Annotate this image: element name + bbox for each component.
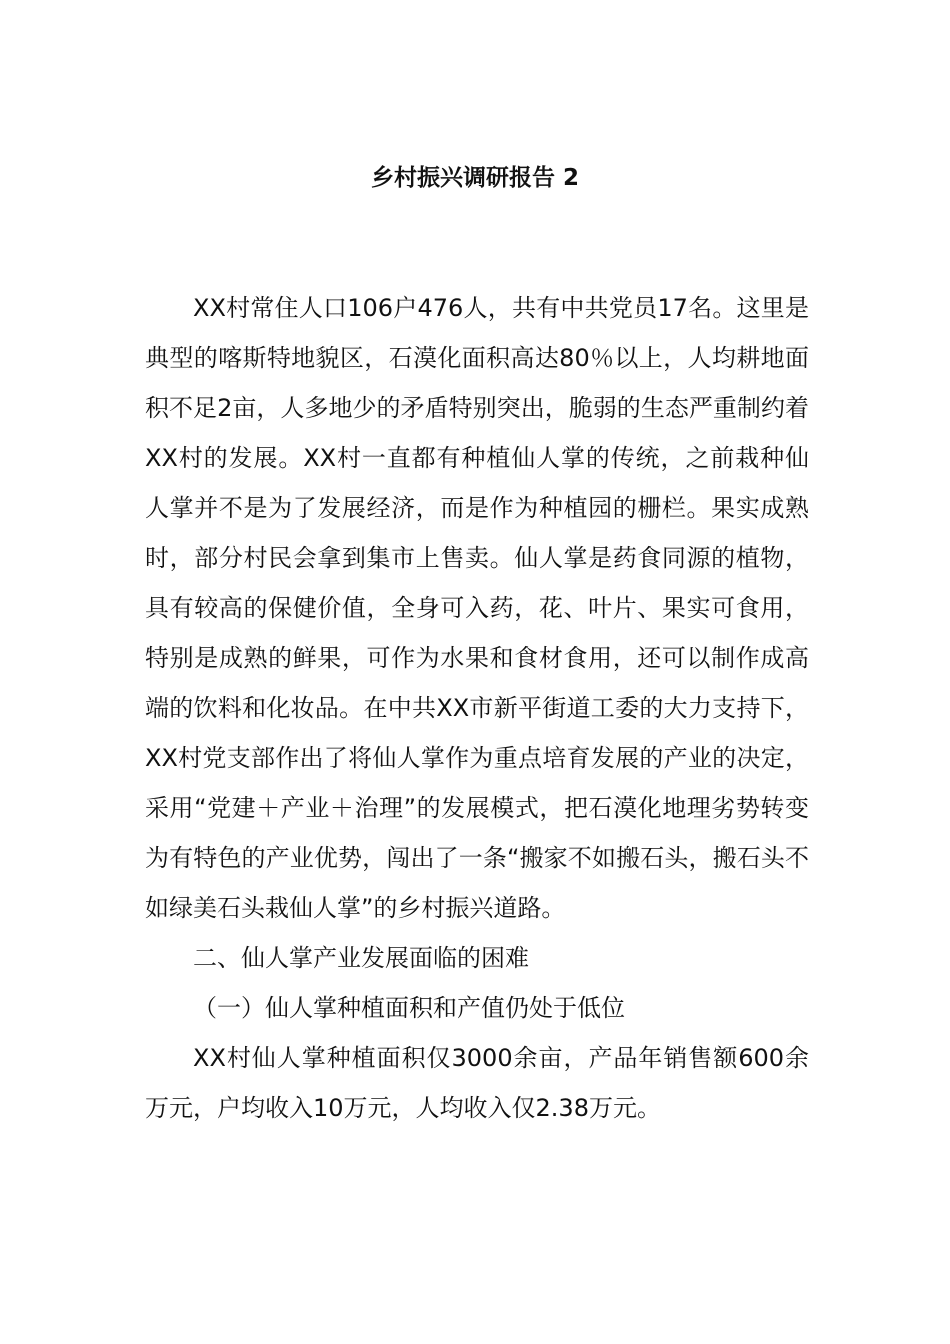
document-title: 乡村振兴调研报告 2 (370, 165, 579, 191)
subsection-paragraph: XX村仙人掌种植面积仅3000余亩，产品年销售额600余万元，户均收入10万元，人均收入仅2.38万元。 (145, 1044, 809, 1122)
intro-paragraph: XX村常住人口106户476人，共有中共党员17名。这里是典型的喀斯特地貌区，石漠化面积高达80％以上，人均耕地面积不足2亩，人多地少的矛盾特别突出，脆弱的生态严重制约着XX村的发展。XX村一直都有种植仙人掌的传统，之前栽种仙人掌并不是为了发展经济，而是作为种植园的栅栏。果实成熟时，部分村民会拿到集市上售卖。仙人掌是药食同源的植物，具有较高的保健价值，全身可入药，花、叶片、果实可食用，特别是成熟的鲜果，可作为水果和食材食用，还可以制作成高端的饮料和化妆品。在中共XX市新平街道工委的大力支持下，XX村党支部作出了将仙人掌作为重点培育发展的产业的决定，采用“党建＋产业＋治理”的发展模式，把石漠化地理劣势转变为有特色的产业优势，闯出了一条“搬家不如搬石头，搬石头不如绿美石头栽仙人掌”的乡村振兴道路。 (145, 294, 809, 922)
document-body (145, 283, 809, 1133)
section-heading: 二、仙人掌产业发展面临的困难 (193, 944, 529, 972)
subsection-heading: （一）仙人掌种植面积和产值仍处于低位 (193, 994, 625, 1022)
